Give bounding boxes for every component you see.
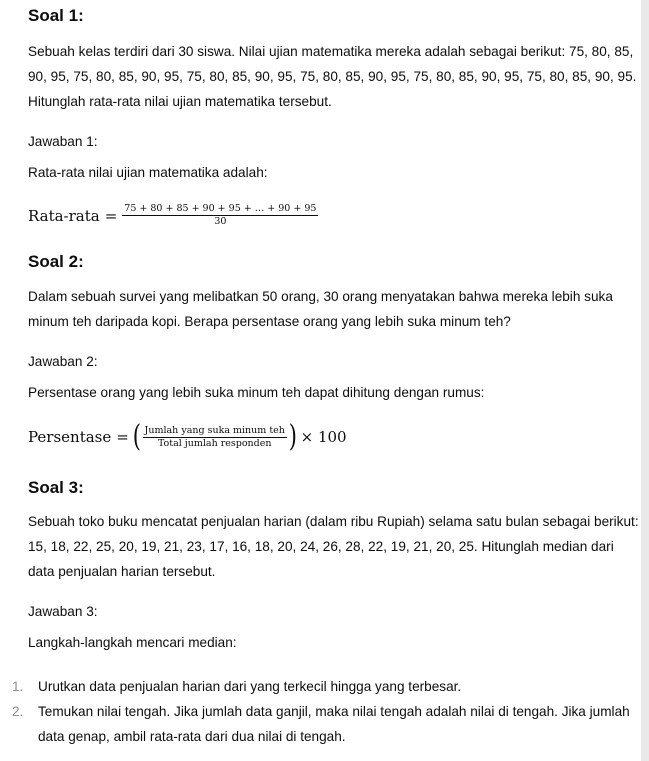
jawaban3-label: Jawaban 3:: [28, 604, 98, 619]
jawaban1-label: Jawaban 1:: [28, 134, 98, 149]
formula-equals: =: [104, 206, 118, 225]
list-item: [12, 699, 643, 749]
fraction-denominator: Total jumlah responden: [157, 437, 272, 449]
rata-rata-formula: [28, 203, 318, 228]
soal1-question: Sebuah kelas terdiri dari 30 siswa. Nilai ujian matematika mereka adalah sebagai berikut: 75, 80, 85, 90, 95, 75, 80, 85, 90, 95, 75, 80, 85, 90, 95, 75, 80, 85, 90, 95, 75, 80, 85, 90, 95, 75, 80, 85, 90, 95. Hitunglah rata-rata nilai ujian matematika tersebut.: [28, 44, 637, 109]
formula-equals: =: [116, 428, 129, 446]
fraction-numerator: Jumlah yang suka minum teh: [144, 424, 285, 436]
list-item-text: Urutkan data penjualan harian dari yang terkecil hingga yang terbesar.: [38, 679, 462, 694]
formula-times: × 100: [300, 428, 347, 446]
fraction: [143, 425, 287, 450]
fraction-numerator: 75 + 80 + 85 + 90 + 95 + … + 90 + 95: [124, 203, 317, 214]
list-item: [12, 674, 643, 699]
soal1-heading: Soal 1:: [28, 6, 84, 25]
formula-lhs: Persentase: [28, 428, 112, 446]
left-paren: (: [132, 419, 141, 454]
jawaban2-intro: Persentase orang yang lebih suka minum teh dapat dihitung dengan rumus:: [28, 385, 485, 400]
soal3-question: Sebuah toko buku mencatat penjualan harian (dalam ribu Rupiah) selama satu bulan sebagai berikut: 15, 18, 22, 25, 20, 19, 21, 23, 17, 16, 18, 20, 24, 26, 28, 22, 19, 21, 20, 25. Hitunglah median dari data penjualan harian tersebut.: [28, 514, 639, 579]
fraction-denominator: 30: [214, 216, 227, 227]
formula-lhs: Rata-rata: [28, 206, 100, 225]
median-steps-list: [12, 674, 643, 749]
jawaban1-intro: Rata-rata nilai ujian matematika adalah:: [28, 165, 268, 180]
scrollbar[interactable]: [641, 0, 649, 761]
persentase-formula: [28, 419, 347, 454]
jawaban2-label: Jawaban 2:: [28, 354, 98, 369]
soal3-heading: Soal 3:: [28, 478, 84, 497]
jawaban3-intro: Langkah-langkah mencari median:: [28, 635, 237, 650]
list-item-text: Temukan nilai tengah. Jika jumlah data ganjil, maka nilai tengah adalah nilai di tengah. Jika jumlah data genap, ambil rata-rata dari dua nilai di tengah.: [38, 704, 630, 744]
list-marker: 1.: [12, 679, 24, 694]
soal2-question: Dalam sebuah survei yang melibatkan 50 orang, 30 orang menyatakan bahwa mereka lebih suka minum teh daripada kopi. Berapa persentase orang yang lebih suka minum teh?: [28, 289, 613, 329]
right-paren: ): [288, 419, 297, 454]
fraction: [122, 203, 318, 228]
soal2-heading: Soal 2:: [28, 252, 84, 271]
list-marker: 2.: [12, 704, 24, 719]
